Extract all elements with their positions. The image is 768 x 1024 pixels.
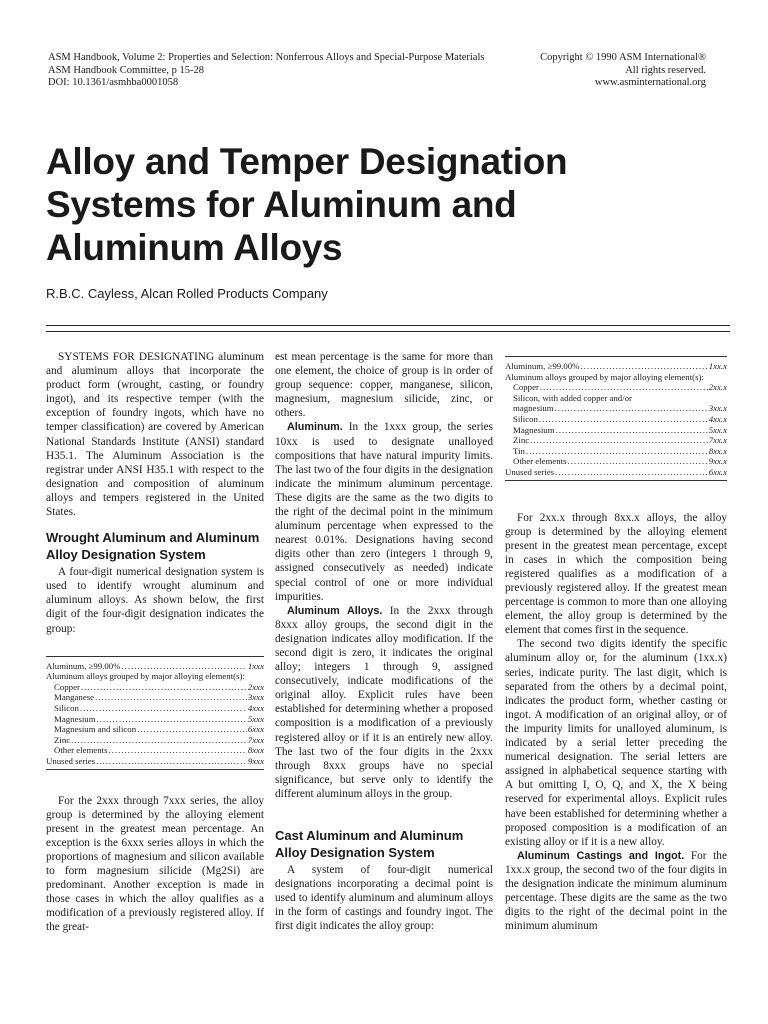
table-note: Aluminum alloys grouped by major alloying element(s): [46, 671, 245, 682]
row-label: Zinc [513, 435, 530, 446]
row-code: 2xxx [247, 681, 264, 692]
row-code: 7xxx [247, 734, 264, 745]
row-code: 6xxx [247, 724, 264, 735]
table-row [505, 467, 727, 478]
copyright-line-1: Copyright © 1990 ASM International® [540, 52, 706, 63]
table-row [46, 724, 264, 735]
table-row [505, 414, 727, 425]
row-code: 9xxx [247, 755, 264, 766]
row-label: Magnesium [513, 424, 555, 435]
row-label: Zinc [54, 734, 71, 745]
table-row [46, 692, 264, 703]
copyright-line-3: www.asminternational.org [594, 77, 706, 88]
copyright-line-2: All rights reserved. [625, 64, 706, 76]
row-label: Aluminum, ≥99.00% [505, 361, 580, 371]
alloy-group-paragraph: For 2xx.x through 8xx.x alloys, the alloy group is determined by the alloying element present in the greatest mean percentage, except in cases in which the composition being registered qualifies as a modification of a previously registered alloy. If the greatest mean percentage is common to more than one alloying element, the alloy group is determined by the element that comes first in the sequence. [505, 511, 727, 637]
run-in-heading: Aluminum Alloys. [287, 604, 383, 617]
table-row [46, 756, 264, 767]
column-2 [275, 350, 493, 933]
copyright-header [540, 52, 706, 90]
series-paragraph: For the 2xxx through 7xxx series, the alloy group is determined by the alloying element present in the greatest mean percentage. An exception is the 6xxx series alloys in which the proportions of magnesium and silicon available to form magnesium silicide (Mg2Si) are predominant. Another exception is made in those cases in which the alloy qualifies as a modification of a previously registered alloy. If the great- [46, 794, 264, 934]
aluminum-paragraph [275, 420, 493, 603]
column-1 [46, 350, 264, 934]
run-in-heading: Aluminum. [287, 421, 343, 434]
row-label: Silicon [54, 702, 79, 713]
row-label: Other elements [513, 456, 567, 467]
divider-rule-top [46, 325, 730, 326]
column-3 [505, 356, 727, 933]
row-code: 1xxx [247, 660, 264, 671]
author-line: R.B.C. Cayless, Alcan Rolled Products Company [46, 286, 328, 301]
paragraph-text: In the 1xxx group, the series 10xx is used to designate unalloyed compositions that have natural impurity limits. The last two of the four digits in the designation indicate the minimum aluminum percentage. These digits are the same as the two digits to the right of the decimal point in the minimum aluminum percentage when expressed to the nearest 0.01%. Designations having second digits other than zero (integers 1 through 9, assigned consecutively as needed) indicate special control of one or more individual impurities. [275, 421, 493, 603]
castings-ingot-paragraph [505, 849, 727, 934]
row-code: 1xx.x [708, 361, 727, 371]
wrought-paragraph: A four-digit numerical designation system is used to identify wrought aluminum and aluminum alloys. As shown below, the first digit of the four-digit designation indicates the group: [46, 566, 264, 635]
article-title: Alloy and Temper Designation Systems for Aluminum and Aluminum Alloys [46, 141, 568, 268]
row-label: Unused series [46, 755, 96, 766]
row-label: Aluminum, ≥99.00% [46, 660, 121, 671]
paragraph-text: For the 1xx.x group, the second two of the four digits in the designation indicate the minimum aluminum percentage. These digits are the same as the two digits to the right of the decimal point in the minimum aluminum [505, 849, 727, 933]
row-label: Silicon [513, 413, 538, 424]
row-label: Magnesium and silicon [54, 724, 137, 735]
row-label: Magnesium [54, 713, 96, 724]
table-row [505, 382, 727, 393]
second-digits-paragraph: The second two digits identify the specific aluminum alloy or, for the aluminum (1xx.x) series, indicate purity. The last digit, which is separated from the others by a decimal point, indicates the product form, whether casting or ingot. A modification of an original alloy, or of the impurity limits for unalloyed aluminum, is indicated by a serial letter preceding the numerical designation. The serial letters are assigned in alphabetical sequence starting with A but omitting I, O, Q, and X, the X being reserved for experimental alloys. Explicit rules have been established for determining whether a proposed composition is a modification of an existing alloy or if it is a new alloy. [505, 638, 727, 848]
divider-rule-bottom [46, 331, 730, 332]
row-code: 6xx.x [708, 466, 727, 477]
table-row [46, 703, 264, 714]
citation-line-1: ASM Handbook, Volume 2: Properties and Selection: Nonferrous Alloys and Special-Purpose Materials [48, 52, 485, 63]
row-code: 4xx.x [708, 413, 727, 424]
table-row [46, 745, 264, 756]
table-row [505, 446, 727, 457]
row-code: 7xx.x [708, 435, 727, 446]
row-code: 8xxx [247, 745, 264, 756]
cast-designation-table [505, 356, 727, 481]
table-row [505, 456, 727, 467]
wrought-designation-table [46, 656, 264, 770]
row-label: Unused series [505, 466, 555, 477]
row-label: Copper [513, 382, 539, 393]
row-label: Other elements [54, 745, 108, 756]
table-row [505, 403, 727, 414]
row-code: 3xx.x [708, 403, 727, 414]
row-code: 4xxx [247, 702, 264, 713]
group-order-paragraph: est mean percentage is the same for more than one element, the choice of group is in order of group sequence: copper, manganese, silicon, magnesium, magnesium silicide, zinc, or others. [275, 351, 493, 420]
table-row [46, 661, 264, 672]
table-row [46, 682, 264, 693]
section-heading-cast: Cast Aluminum and Aluminum Alloy Designation System [275, 828, 464, 860]
table-row [505, 435, 727, 446]
row-label: magnesium [513, 403, 554, 414]
aluminum-alloys-paragraph [275, 604, 493, 801]
row-label: Manganese [54, 692, 95, 703]
run-in-heading: Aluminum Castings and Ingot. [517, 849, 685, 862]
row-label: Copper [54, 681, 80, 692]
row-code: 8xx.x [708, 445, 727, 456]
table-note: Silicon, with added copper and/or [513, 392, 632, 403]
citation-line-3: DOI: 10.1361/asmhba0001058 [48, 77, 179, 88]
cast-paragraph: A system of four-digit numerical designations incorporating a decimal point is used to identify aluminum and aluminum alloys in the form of castings and foundry ingot. The first digit indicates the alloy group: [275, 864, 493, 933]
section-heading-wrought: Wrought Aluminum and Aluminum Alloy Designation System [46, 530, 260, 563]
table-row [46, 714, 264, 725]
row-code: 5xx.x [708, 424, 727, 435]
citation-header [48, 52, 484, 90]
paragraph-text: In the 2xxx through 8xxx alloy groups, the second digit in the designation indicates alloy modification. If the second digit is zero, it indicates the original alloy; integers 1 through 9, assigned consecutively, indicate modifications of the original alloy. Explicit rules have been established for determining whether a proposed composition is a modification of a previously registered alloy or if it is an entirely new alloy. The last two of the four digits in the 2xxx through 8xxx groups have no special significance, but serve only to identify the different aluminum alloys in the group. [275, 604, 493, 800]
table-row [505, 425, 727, 436]
intro-paragraph: SYSTEMS FOR DESIGNATING aluminum and aluminum alloys that incorporate the product form (wrought, casting, or foundry ingot), and its respective temper (with the exception of foundry ingots, which have no temper classification) are covered by American National Standards Institute (ANSI) standard H35.1. The Aluminum Association is the registrar under ANSI H35.1 with respect to the designation and composition of aluminum alloys and tempers registered in the United States. [46, 351, 264, 519]
row-code: 9xx.x [708, 456, 727, 467]
table-row [505, 361, 727, 372]
row-code: 2xx.x [708, 382, 727, 393]
row-code: 5xxx [247, 713, 264, 724]
table-note: Aluminum alloys grouped by major alloying element(s): [505, 371, 704, 382]
table-row [46, 735, 264, 746]
row-label: Tin [513, 445, 525, 456]
row-code: 3xxx [247, 692, 264, 703]
citation-line-2: ASM Handbook Committee, p 15-28 [48, 64, 205, 76]
